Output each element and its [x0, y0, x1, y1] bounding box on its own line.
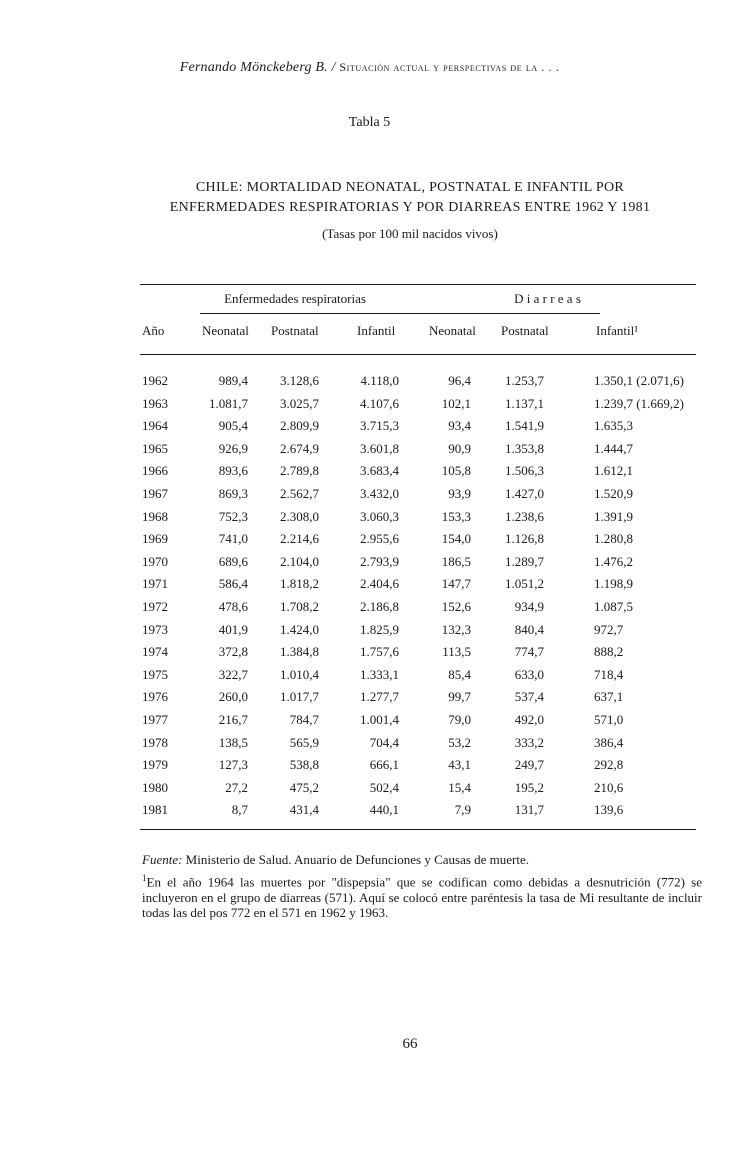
cell-resp-neonatal: 926,9	[218, 441, 248, 456]
cell-year: 1977	[142, 712, 168, 727]
cell-year: 1976	[142, 689, 168, 704]
cell-resp-neonatal: 127,3	[218, 757, 248, 772]
cell-year: 1971	[142, 576, 168, 591]
cell-diar-neonatal: 113,5	[442, 644, 471, 659]
cell-diar-postnatal: 333,2	[514, 735, 544, 750]
cell-year: 1962	[142, 373, 168, 388]
cell-diar-postnatal: 249,7	[514, 757, 544, 772]
cell-diar-postnatal: 934,9	[514, 599, 544, 614]
cell-diar-postnatal: 1.541,9	[505, 418, 544, 433]
cell-resp-postnatal: 1.384,8	[280, 644, 319, 659]
cell-year: 1981	[142, 802, 168, 817]
header-bottom-rule	[140, 354, 696, 355]
cell-resp-infantil: 3.060,3	[360, 509, 399, 524]
page-number: 66	[402, 1036, 418, 1052]
cell-resp-postnatal: 784,7	[289, 712, 319, 727]
column-header-diar-infantil: Infantil¹	[596, 323, 639, 338]
column-header-resp-postnatal: Postnatal	[271, 323, 319, 338]
cell-resp-infantil: 4.107,6	[360, 396, 399, 411]
cell-diar-postnatal: 195,2	[514, 780, 544, 795]
table-bottom-rule	[140, 829, 696, 830]
cell-diar-neonatal: 43,1	[448, 757, 471, 772]
column-header-resp-neonatal: Neonatal	[202, 323, 249, 338]
cell-resp-postnatal: 1.708,2	[280, 599, 319, 614]
table-top-rule	[140, 284, 696, 285]
running-head	[0, 60, 739, 76]
cell-diar-neonatal: 96,4	[448, 373, 471, 388]
cell-diar-postnatal: 633,0	[514, 667, 544, 682]
cell-diar-infantil: 1.280,8	[594, 531, 633, 546]
cell-resp-postnatal: 3.025,7	[280, 396, 319, 411]
cell-year: 1967	[142, 486, 168, 501]
cell-resp-neonatal: 478,6	[218, 599, 248, 614]
cell-diar-infantil: 139,6	[594, 802, 624, 817]
cell-year: 1978	[142, 735, 168, 750]
cell-resp-neonatal: 1.081,7	[209, 396, 248, 411]
cell-resp-infantil: 440,1	[369, 802, 399, 817]
cell-resp-infantil: 3.432,0	[360, 486, 399, 501]
cell-year: 1963	[142, 396, 168, 411]
group-header-respiratory: Enfermedades respiratorias	[224, 291, 366, 306]
cell-resp-postnatal: 1.424,0	[280, 622, 319, 637]
cell-resp-infantil: 4.118,0	[360, 373, 399, 388]
cell-resp-neonatal: 689,6	[218, 554, 248, 569]
cell-diar-infantil: 1.476,2	[594, 554, 633, 569]
cell-resp-infantil: 3.683,4	[360, 463, 399, 478]
cell-diar-postnatal: 537,4	[514, 689, 544, 704]
cell-resp-infantil: 704,4	[369, 735, 399, 750]
cell-diar-neonatal: 7,9	[454, 802, 471, 817]
cell-resp-postnatal: 431,4	[289, 802, 319, 817]
footnote-text: En el año 1964 las muertes por "dispepsia" que se codifican como debidas a desnutrición (772) se incluyeron en el grupo de diarreas (571). Aquí se colocó entre paréntesis la tasa de Mi resultante de incluir todas las del pos 772 en el 571 en 1962 y 1963.	[142, 874, 702, 921]
cell-resp-neonatal: 8,7	[231, 802, 248, 817]
cell-diar-neonatal: 15,4	[448, 780, 471, 795]
cell-diar-infantil: 1.350,1 (2.071,6)	[594, 373, 684, 388]
cell-resp-infantil: 1.277,7	[360, 689, 399, 704]
cell-diar-infantil: 386,4	[594, 735, 624, 750]
cell-resp-postnatal: 565,9	[289, 735, 319, 750]
cell-diar-infantil: 888,2	[594, 644, 624, 659]
cell-resp-postnatal: 2.214,6	[280, 531, 319, 546]
cell-diar-postnatal: 1.051,2	[505, 576, 544, 591]
column-header-resp-infantil: Infantil	[357, 323, 396, 338]
cell-year: 1979	[142, 757, 168, 772]
cell-resp-postnatal: 3.128,6	[280, 373, 319, 388]
source-text: Ministerio de Salud. Anuario de Defunciones y Causas de muerte.	[185, 852, 530, 867]
cell-resp-infantil: 3.715,3	[360, 418, 399, 433]
cell-diar-neonatal: 147,7	[441, 576, 471, 591]
cell-year: 1966	[142, 463, 168, 478]
cell-resp-infantil: 2.404,6	[360, 576, 399, 591]
cell-year: 1968	[142, 509, 168, 524]
cell-diar-postnatal: 492,0	[514, 712, 544, 727]
cell-resp-neonatal: 401,9	[218, 622, 248, 637]
cell-year: 1975	[142, 667, 168, 682]
cell-diar-postnatal: 1.238,6	[505, 509, 544, 524]
cell-diar-neonatal: 93,4	[448, 418, 471, 433]
table-subtitle: (Tasas por 100 mil nacidos vivos)	[322, 226, 498, 241]
cell-diar-neonatal: 90,9	[448, 441, 471, 456]
cell-resp-neonatal: 989,4	[218, 373, 248, 388]
cell-diar-postnatal: 1.137,1	[505, 396, 544, 411]
cell-resp-postnatal: 2.562,7	[280, 486, 319, 501]
cell-resp-neonatal: 741,0	[218, 531, 248, 546]
cell-resp-postnatal: 2.308,0	[280, 509, 319, 524]
cell-diar-postnatal: 840,4	[514, 622, 544, 637]
cell-resp-infantil: 1.001,4	[360, 712, 399, 727]
running-head-separator: /	[331, 60, 336, 75]
cell-year: 1980	[142, 780, 168, 795]
cell-resp-postnatal: 475,2	[289, 780, 319, 795]
cell-resp-infantil: 3.601,8	[360, 441, 399, 456]
source-label: Fuente:	[142, 852, 183, 867]
cell-resp-postnatal: 1.818,2	[280, 576, 319, 591]
cell-diar-neonatal: 152,6	[441, 599, 471, 614]
cell-diar-infantil: 571,0	[594, 712, 624, 727]
cell-resp-neonatal: 905,4	[218, 418, 248, 433]
cell-resp-infantil: 502,4	[369, 780, 399, 795]
cell-diar-postnatal: 131,7	[514, 802, 544, 817]
cell-diar-infantil: 1.444,7	[594, 441, 633, 456]
table-title-line-2: ENFERMEDADES RESPIRATORIAS Y POR DIARREAS ENTRE 1962 Y 1981	[169, 200, 651, 215]
cell-resp-neonatal: 372,8	[218, 644, 248, 659]
cell-diar-postnatal: 1.126,8	[505, 531, 544, 546]
cell-diar-postnatal: 1.506,3	[505, 463, 544, 478]
cell-diar-neonatal: 99,7	[448, 689, 471, 704]
cell-year: 1974	[142, 644, 168, 659]
cell-year: 1965	[142, 441, 168, 456]
table-title	[120, 178, 700, 218]
column-header-diar-postnatal: Postnatal	[501, 323, 549, 338]
running-head-author: Fernando Mönckeberg B.	[179, 60, 328, 75]
source-note	[142, 852, 702, 868]
cell-resp-neonatal: 586,4	[218, 576, 248, 591]
cell-diar-infantil: 1.520,9	[594, 486, 633, 501]
cell-resp-infantil: 1.825,9	[360, 622, 399, 637]
cell-diar-neonatal: 186,5	[441, 554, 471, 569]
cell-diar-infantil: 1.198,9	[594, 576, 633, 591]
cell-resp-postnatal: 538,8	[289, 757, 319, 772]
cell-resp-infantil: 666,1	[369, 757, 399, 772]
cell-diar-neonatal: 102,1	[441, 396, 471, 411]
cell-diar-infantil: 1.612,1	[594, 463, 633, 478]
cell-year: 1970	[142, 554, 168, 569]
cell-diar-neonatal: 105,8	[441, 463, 471, 478]
cell-resp-neonatal: 138,5	[218, 735, 248, 750]
cell-resp-neonatal: 260,0	[218, 689, 248, 704]
cell-resp-postnatal: 1.010,4	[280, 667, 319, 682]
cell-diar-neonatal: 85,4	[448, 667, 471, 682]
cell-diar-postnatal: 1.253,7	[505, 373, 544, 388]
cell-diar-neonatal: 53,2	[448, 735, 471, 750]
cell-resp-postnatal: 2.104,0	[280, 554, 319, 569]
cell-diar-postnatal: 1.353,8	[505, 441, 544, 456]
cell-diar-neonatal: 93,9	[448, 486, 471, 501]
cell-resp-infantil: 2.793,9	[360, 554, 399, 569]
cell-year: 1973	[142, 622, 168, 637]
cell-resp-infantil: 1.333,1	[360, 667, 399, 682]
cell-diar-neonatal: 132,3	[441, 622, 471, 637]
cell-resp-postnatal: 2.674,9	[280, 441, 319, 456]
cell-resp-infantil: 2.186,8	[360, 599, 399, 614]
cell-diar-infantil: 1.087,5	[594, 599, 633, 614]
cell-resp-neonatal: 322,7	[218, 667, 248, 682]
cell-diar-infantil: 718,4	[594, 667, 624, 682]
cell-diar-neonatal: 153,3	[441, 509, 471, 524]
cell-diar-infantil: 292,8	[594, 757, 624, 772]
cell-resp-neonatal: 869,3	[218, 486, 248, 501]
cell-resp-postnatal: 2.809,9	[280, 418, 319, 433]
table-title-line-1: CHILE: MORTALIDAD NEONATAL, POSTNATAL E INFANTIL POR	[195, 180, 625, 195]
cell-diar-postnatal: 1.289,7	[505, 554, 544, 569]
column-header-year: Año	[142, 323, 165, 338]
cell-year: 1972	[142, 599, 168, 614]
cell-resp-infantil: 1.757,6	[360, 644, 399, 659]
cell-diar-postnatal: 1.427,0	[505, 486, 544, 501]
cell-diar-neonatal: 79,0	[448, 712, 471, 727]
cell-resp-neonatal: 216,7	[218, 712, 248, 727]
cell-diar-infantil: 1.635,3	[594, 418, 633, 433]
column-header-diar-neonatal: Neonatal	[429, 323, 476, 338]
cell-resp-neonatal: 752,3	[218, 509, 248, 524]
cell-year: 1969	[142, 531, 168, 546]
cell-diar-infantil: 210,6	[594, 780, 624, 795]
cell-diar-infantil: 637,1	[594, 689, 624, 704]
cell-diar-postnatal: 774,7	[514, 644, 544, 659]
cell-resp-postnatal: 2.789,8	[280, 463, 319, 478]
cell-diar-infantil: 972,7	[594, 622, 624, 637]
cell-resp-postnatal: 1.017,7	[280, 689, 319, 704]
footnote-marker: 1	[142, 873, 147, 883]
table-label: Tabla 5	[348, 115, 391, 130]
cell-resp-infantil: 2.955,6	[360, 531, 399, 546]
cell-diar-neonatal: 154,0	[441, 531, 471, 546]
cell-resp-neonatal: 27,2	[225, 780, 248, 795]
running-head-title: Situación actual y perspectivas de la . . .	[339, 60, 560, 74]
cell-year: 1964	[142, 418, 168, 433]
group-header-diarrhea: D i a r r e a s	[514, 291, 581, 306]
footnote	[142, 871, 702, 921]
cell-diar-infantil: 1.391,9	[594, 509, 633, 524]
cell-diar-infantil: 1.239,7 (1.669,2)	[594, 396, 684, 411]
group-header-rule	[200, 313, 600, 314]
cell-resp-neonatal: 893,6	[218, 463, 248, 478]
